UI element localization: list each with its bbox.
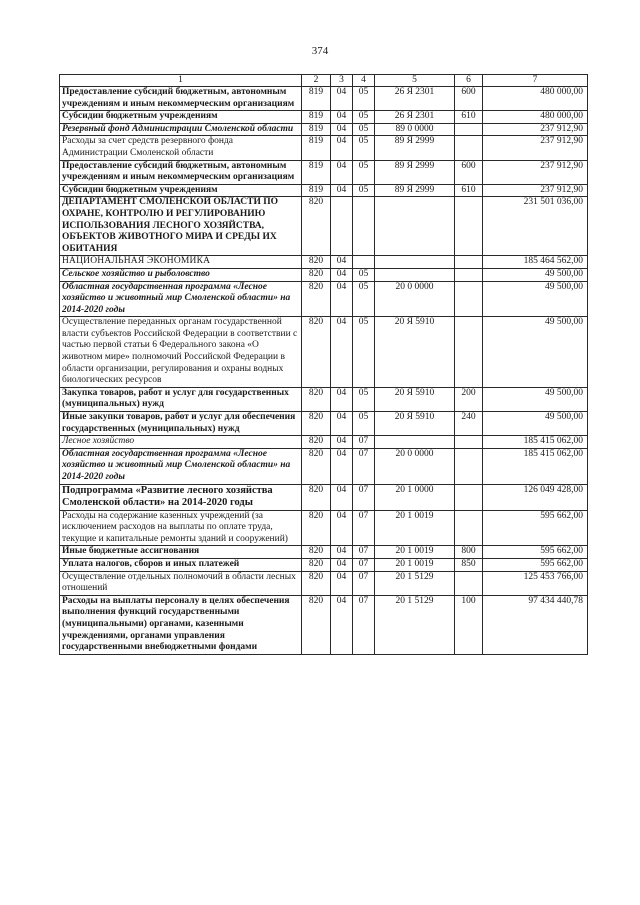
row-grbs: 820 [302,412,331,436]
row-sum: 49 500,00 [483,387,588,411]
header-cell: 3 [331,75,353,87]
row-grbs: 820 [302,510,331,546]
row-sum: 237 912,90 [483,136,588,160]
row-csr: 20 Я 5910 [375,412,455,436]
row-pr: 05 [353,111,375,124]
row-vr: 240 [455,412,483,436]
page-number: 374 [311,45,329,57]
table-row [60,184,588,197]
table-row [60,87,588,111]
row-vr: 610 [455,111,483,124]
row-sum: 237 912,90 [483,123,588,136]
row-grbs: 819 [302,123,331,136]
table-row [60,510,588,546]
row-sum: 595 662,00 [483,546,588,559]
row-csr [375,268,455,281]
row-csr [375,436,455,449]
row-name: Закупка товаров, работ и услуг для государственных (муниципальных) нужд [60,387,302,411]
row-sum: 126 049 428,00 [483,484,588,510]
row-rz: 04 [331,558,353,571]
row-grbs: 820 [302,317,331,388]
table-row [60,123,588,136]
row-vr [455,281,483,317]
row-name: Уплата налогов, сборов и иных платежей [60,558,302,571]
row-grbs: 819 [302,87,331,111]
row-sum: 237 912,90 [483,160,588,184]
row-pr: 07 [353,558,375,571]
row-pr: 07 [353,484,375,510]
table-row [60,268,588,281]
row-csr: 20 0 0000 [375,448,455,484]
row-pr [353,197,375,256]
row-sum: 125 453 766,00 [483,571,588,595]
row-pr: 05 [353,387,375,411]
row-pr: 07 [353,595,375,654]
row-rz: 04 [331,412,353,436]
row-csr: 20 1 0000 [375,484,455,510]
row-rz: 04 [331,87,353,111]
row-vr: 200 [455,387,483,411]
row-sum: 97 434 440,78 [483,595,588,654]
row-sum: 185 415 062,00 [483,448,588,484]
row-grbs: 820 [302,448,331,484]
row-rz: 04 [331,510,353,546]
row-pr: 07 [353,571,375,595]
row-grbs: 820 [302,197,331,256]
row-grbs: 820 [302,281,331,317]
row-rz: 04 [331,387,353,411]
row-csr: 20 1 0019 [375,558,455,571]
row-csr: 89 Я 2999 [375,136,455,160]
row-grbs: 819 [302,136,331,160]
header-cell: 1 [60,75,302,87]
row-pr: 07 [353,546,375,559]
row-pr: 07 [353,448,375,484]
row-name: Подпрограмма «Развитие лесного хозяйства Смоленской области» на 2014-2020 годы [60,484,302,510]
row-vr [455,571,483,595]
row-pr: 05 [353,317,375,388]
row-sum: 49 500,00 [483,412,588,436]
table-row [60,387,588,411]
row-vr [455,256,483,269]
row-name: Осуществление отдельных полномочий в области лесных отношений [60,571,302,595]
row-grbs: 820 [302,436,331,449]
row-csr: 20 0 0000 [375,281,455,317]
row-csr: 89 Я 2999 [375,160,455,184]
row-csr: 89 0 0000 [375,123,455,136]
row-name: Иные закупки товаров, работ и услуг для обеспечения государственных (муниципальных) нужд [60,412,302,436]
row-rz: 04 [331,281,353,317]
row-rz: 04 [331,184,353,197]
row-vr: 850 [455,558,483,571]
header-cell: 7 [483,75,588,87]
row-pr: 05 [353,87,375,111]
row-pr: 05 [353,412,375,436]
table-row [60,256,588,269]
table-row [60,571,588,595]
row-csr: 20 1 0019 [375,510,455,546]
table-row [60,281,588,317]
row-vr [455,436,483,449]
row-grbs: 819 [302,184,331,197]
row-vr: 600 [455,160,483,184]
row-rz: 04 [331,268,353,281]
table-row [60,111,588,124]
table-row [60,448,588,484]
table-row [60,197,588,256]
row-vr [455,317,483,388]
header-cell: 6 [455,75,483,87]
row-rz: 04 [331,436,353,449]
table-row [60,317,588,388]
row-rz: 04 [331,448,353,484]
table-header-row [60,75,588,87]
row-sum: 49 500,00 [483,268,588,281]
row-rz: 04 [331,595,353,654]
row-sum: 185 415 062,00 [483,436,588,449]
table-row [60,136,588,160]
row-name: Сельское хозяйство и рыболовство [60,268,302,281]
row-pr: 05 [353,281,375,317]
row-pr: 05 [353,160,375,184]
row-vr [455,448,483,484]
row-name: Субсидии бюджетным учреждениям [60,111,302,124]
row-csr: 26 Я 2301 [375,111,455,124]
row-sum: 49 500,00 [483,317,588,388]
row-sum: 595 662,00 [483,558,588,571]
row-grbs: 819 [302,160,331,184]
row-name: Предоставление субсидий бюджетным, автономным учреждениям и иным некоммерческим организациям [60,160,302,184]
row-rz: 04 [331,546,353,559]
row-name: Расходы на выплаты персоналу в целях обеспечения выполнения функций государственными (муниципальными) органами, казенными учреждениями, органами управления государственными внебюджетными фондами [60,595,302,654]
row-grbs: 820 [302,387,331,411]
row-vr: 800 [455,546,483,559]
row-grbs: 820 [302,484,331,510]
table-row [60,484,588,510]
header-cell: 2 [302,75,331,87]
row-grbs: 820 [302,595,331,654]
row-rz: 04 [331,136,353,160]
table-row [60,160,588,184]
row-name: Расходы за счет средств резервного фонда Администрации Смоленской области [60,136,302,160]
row-csr: 89 Я 2999 [375,184,455,197]
row-csr: 20 1 5129 [375,571,455,595]
row-name: Лесное хозяйство [60,436,302,449]
row-csr: 20 1 5129 [375,595,455,654]
table-row [60,412,588,436]
row-name: ДЕПАРТАМЕНТ СМОЛЕНСКОЙ ОБЛАСТИ ПО ОХРАНЕ, КОНТРОЛЮ И РЕГУЛИРОВАНИЮ ИСПОЛЬЗОВАНИЯ ЛЕСНОГО ХОЗЯЙСТВА, ОБЪЕКТОВ ЖИВОТНОГО МИРА И СРЕДЫ ИХ ОБИТАНИЯ [60,197,302,256]
row-csr: 20 Я 5910 [375,317,455,388]
row-vr: 600 [455,87,483,111]
row-rz: 04 [331,484,353,510]
row-csr: 26 Я 2301 [375,87,455,111]
row-vr [455,136,483,160]
row-grbs: 820 [302,571,331,595]
row-pr: 05 [353,123,375,136]
row-sum: 185 464 562,00 [483,256,588,269]
row-rz: 04 [331,571,353,595]
row-pr: 05 [353,136,375,160]
row-vr [455,484,483,510]
row-grbs: 820 [302,268,331,281]
row-name: Областная государственная программа «Лесное хозяйство и животный мир Смоленской области» на 2014-2020 годы [60,281,302,317]
row-name: Резервный фонд Администрации Смоленской области [60,123,302,136]
row-name: Субсидии бюджетным учреждениям [60,184,302,197]
row-vr [455,197,483,256]
table-row [60,595,588,654]
row-vr: 610 [455,184,483,197]
row-csr: 20 Я 5910 [375,387,455,411]
row-sum: 237 912,90 [483,184,588,197]
row-sum: 231 501 036,00 [483,197,588,256]
row-rz: 04 [331,111,353,124]
row-pr [353,256,375,269]
table-row [60,546,588,559]
row-name: Осуществление переданных органам государственной власти субъектов Российской Федерации в соответствии с частью первой статьи 6 Федерального закона «О животном мире» полномочий Российской Федерации в области организации, регулирования и охраны водных биологических ресурсов [60,317,302,388]
header-cell: 4 [353,75,375,87]
table-row [60,558,588,571]
row-csr [375,256,455,269]
row-grbs: 820 [302,558,331,571]
budget-table [59,74,588,655]
row-name: НАЦИОНАЛЬНАЯ ЭКОНОМИКА [60,256,302,269]
row-rz: 04 [331,123,353,136]
row-name: Предоставление субсидий бюджетным, автономным учреждениям и иным некоммерческим организациям [60,87,302,111]
row-sum: 480 000,00 [483,111,588,124]
row-sum: 595 662,00 [483,510,588,546]
row-rz: 04 [331,317,353,388]
row-name: Областная государственная программа «Лесное хозяйство и животный мир Смоленской области» на 2014-2020 годы [60,448,302,484]
row-vr: 100 [455,595,483,654]
row-vr [455,268,483,281]
row-sum: 49 500,00 [483,281,588,317]
row-name: Иные бюджетные ассигнования [60,546,302,559]
row-sum: 480 000,00 [483,87,588,111]
row-grbs: 820 [302,256,331,269]
row-csr [375,197,455,256]
row-rz [331,197,353,256]
row-vr [455,123,483,136]
row-pr: 05 [353,268,375,281]
row-name: Расходы на содержание казенных учреждений (за исключением расходов на выплаты по оплате труда, текущие и капитальные ремонты зданий и сооружений) [60,510,302,546]
row-rz: 04 [331,160,353,184]
header-cell: 5 [375,75,455,87]
row-pr: 05 [353,184,375,197]
row-pr: 07 [353,436,375,449]
row-pr: 07 [353,510,375,546]
table-row [60,436,588,449]
row-vr [455,510,483,546]
row-csr: 20 1 0019 [375,546,455,559]
row-grbs: 819 [302,111,331,124]
row-rz: 04 [331,256,353,269]
row-grbs: 820 [302,546,331,559]
